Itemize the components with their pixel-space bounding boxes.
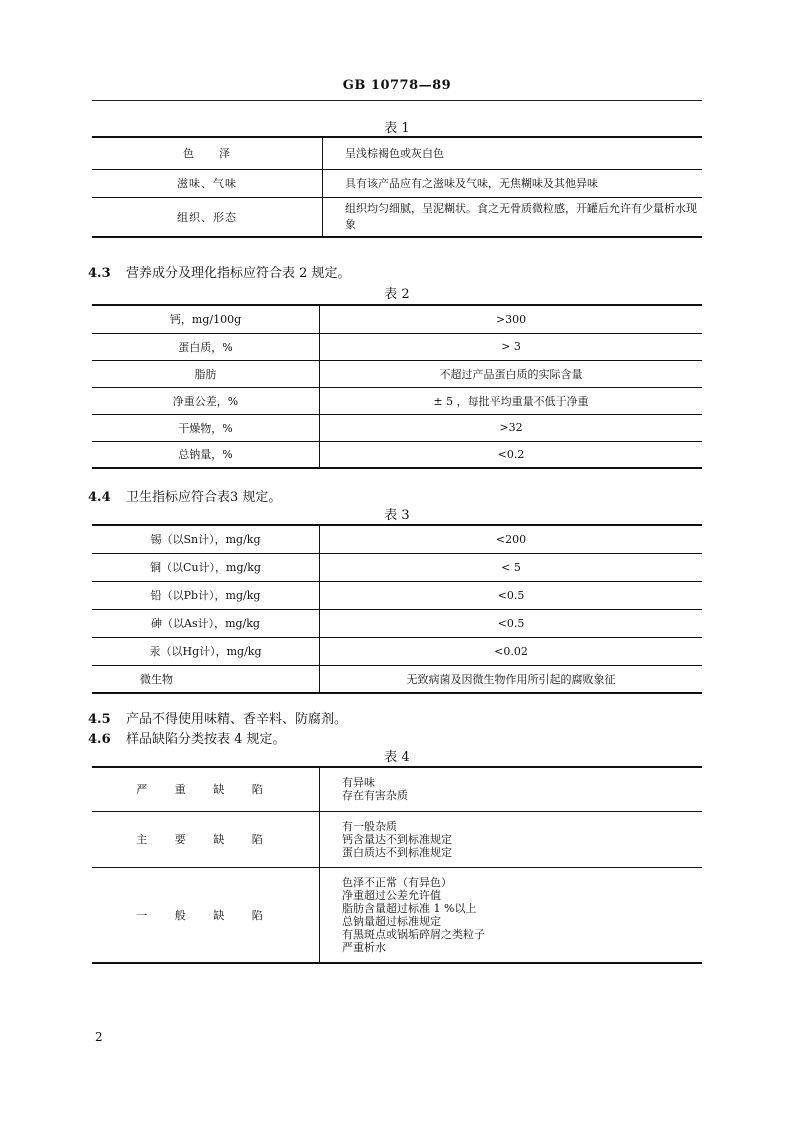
- table4-value-line: 有黑斑点或锅垢碎屑之类粒子: [342, 927, 485, 941]
- table4-value-line: 蛋白质达不到标准规定: [342, 845, 452, 859]
- table4-value-line: 钙含量达不到标准规定: [342, 832, 452, 846]
- table-row: [92, 609, 702, 637]
- table4-item: [92, 867, 320, 963]
- table1-value: 组织均匀细腻，呈泥糊状。食之无骨质微粒感，开罐后允许有少量析水现象: [323, 197, 703, 237]
- section-text: 营养成分及理化指标应符合表 2 规定。: [126, 266, 351, 281]
- table1-caption: 表 1: [384, 121, 410, 136]
- table4-values: [320, 811, 703, 867]
- table-row: [92, 581, 702, 609]
- table2-value: <0.2: [320, 441, 703, 468]
- section-number: 4.4: [88, 490, 111, 505]
- section-4-6: [88, 728, 286, 747]
- table2-item: 净重公差，%: [92, 387, 320, 414]
- table4-value-line: 严重析水: [342, 940, 386, 954]
- section-text: 产品不得使用味精、香辛料、防腐剂。: [126, 712, 348, 727]
- table4-value-line: 有一般杂质: [342, 819, 397, 833]
- table4-item: [92, 811, 320, 867]
- table-row: [92, 553, 702, 581]
- table4-value-line: 净重超过公差允许值: [342, 888, 441, 902]
- section-4-4: [88, 486, 281, 505]
- section-number: 4.3: [88, 266, 111, 281]
- table4-item-text: 严 重 缺 陷: [136, 783, 275, 797]
- table3: [92, 524, 702, 694]
- section-4-5: [88, 708, 347, 727]
- section-text: 卫生指标应符合表3 规定。: [126, 490, 282, 505]
- table4-values: [320, 767, 703, 811]
- table1: [92, 136, 702, 238]
- table-row: [92, 637, 702, 665]
- table2-item: 蛋白质，%: [92, 333, 320, 360]
- table2-caption: 表 2: [384, 287, 410, 302]
- table1-item: 色 泽: [92, 137, 323, 169]
- table-row: [92, 169, 702, 197]
- table3-value: <0.02: [320, 637, 703, 665]
- section-text: 样品缺陷分类按表 4 规定。: [126, 732, 286, 747]
- table2-value: >300: [320, 305, 703, 333]
- table-row: [92, 811, 702, 867]
- table-row: [92, 867, 702, 963]
- table-row: [92, 137, 702, 169]
- table1-item: 滋味、气味: [92, 169, 323, 197]
- table2-item: 脂肪: [92, 360, 320, 387]
- section-number: 4.6: [88, 732, 111, 747]
- table-row: [92, 360, 702, 387]
- table3-value: 无致病菌及因微生物作用所引起的腐败象征: [320, 665, 703, 693]
- table3-value: <0.5: [320, 609, 703, 637]
- table-row: [92, 387, 702, 414]
- table3-value: <0.5: [320, 581, 703, 609]
- table3-item: 铅（以Pb计），mg/kg: [92, 581, 320, 609]
- table2-value: ± 5 ，每批平均重量不低于净重: [320, 387, 703, 414]
- table-row: [92, 197, 702, 237]
- table-row: [92, 333, 702, 360]
- header-rule: [92, 100, 702, 101]
- table3-item: 砷（以As计），mg/kg: [92, 609, 320, 637]
- table2: [92, 304, 702, 469]
- table2-value: >32: [320, 414, 703, 441]
- table4-values: [320, 867, 703, 963]
- table4-item-text: 一 般 缺 陷: [136, 908, 275, 922]
- table4-value-line: 有异味: [342, 776, 375, 790]
- table2-item: 干燥物，%: [92, 414, 320, 441]
- table-row: [92, 441, 702, 468]
- page-number: 2: [95, 1030, 103, 1044]
- table2-value: 不超过产品蛋白质的实际含量: [320, 360, 703, 387]
- table4: [92, 766, 702, 964]
- table-row: [92, 305, 702, 333]
- table3-caption: 表 3: [384, 508, 410, 523]
- table4-value-line: 存在有害杂质: [342, 789, 408, 803]
- table2-item: 总钠量，%: [92, 441, 320, 468]
- table1-value: 呈浅棕褐色或灰白色: [323, 137, 703, 169]
- table3-value: < 5: [320, 553, 703, 581]
- table2-value: > 3: [320, 333, 703, 360]
- table-row: [92, 414, 702, 441]
- table-row: [92, 525, 702, 553]
- table4-value-line: 脂肪含量超过标准 1 %以上: [342, 901, 477, 915]
- table-row: [92, 767, 702, 811]
- table1-item: 组织、形态: [92, 197, 323, 237]
- table3-item: 微生物: [92, 665, 320, 693]
- table3-item: 锡（以Sn计），mg/kg: [92, 525, 320, 553]
- document-header-code: GB 10778—89: [342, 78, 452, 93]
- table4-item: [92, 767, 320, 811]
- table3-item: 铜（以Cu计），mg/kg: [92, 553, 320, 581]
- section-number: 4.5: [88, 712, 111, 727]
- table3-item: 汞（以Hg计），mg/kg: [92, 637, 320, 665]
- table4-item-text: 主 要 缺 陷: [136, 833, 275, 846]
- table3-value: <200: [320, 525, 703, 553]
- table-row: [92, 665, 702, 693]
- table4-value-line: 总钠量超过标准规定: [342, 914, 441, 928]
- table4-caption: 表 4: [384, 750, 410, 765]
- section-4-3: [88, 262, 351, 281]
- table2-item: 钙，mg/100g: [92, 305, 320, 333]
- table1-value: 具有该产品应有之滋味及气味，无焦糊味及其他异味: [323, 169, 703, 197]
- table4-value-line: 色泽不正常（有异色）: [342, 875, 452, 889]
